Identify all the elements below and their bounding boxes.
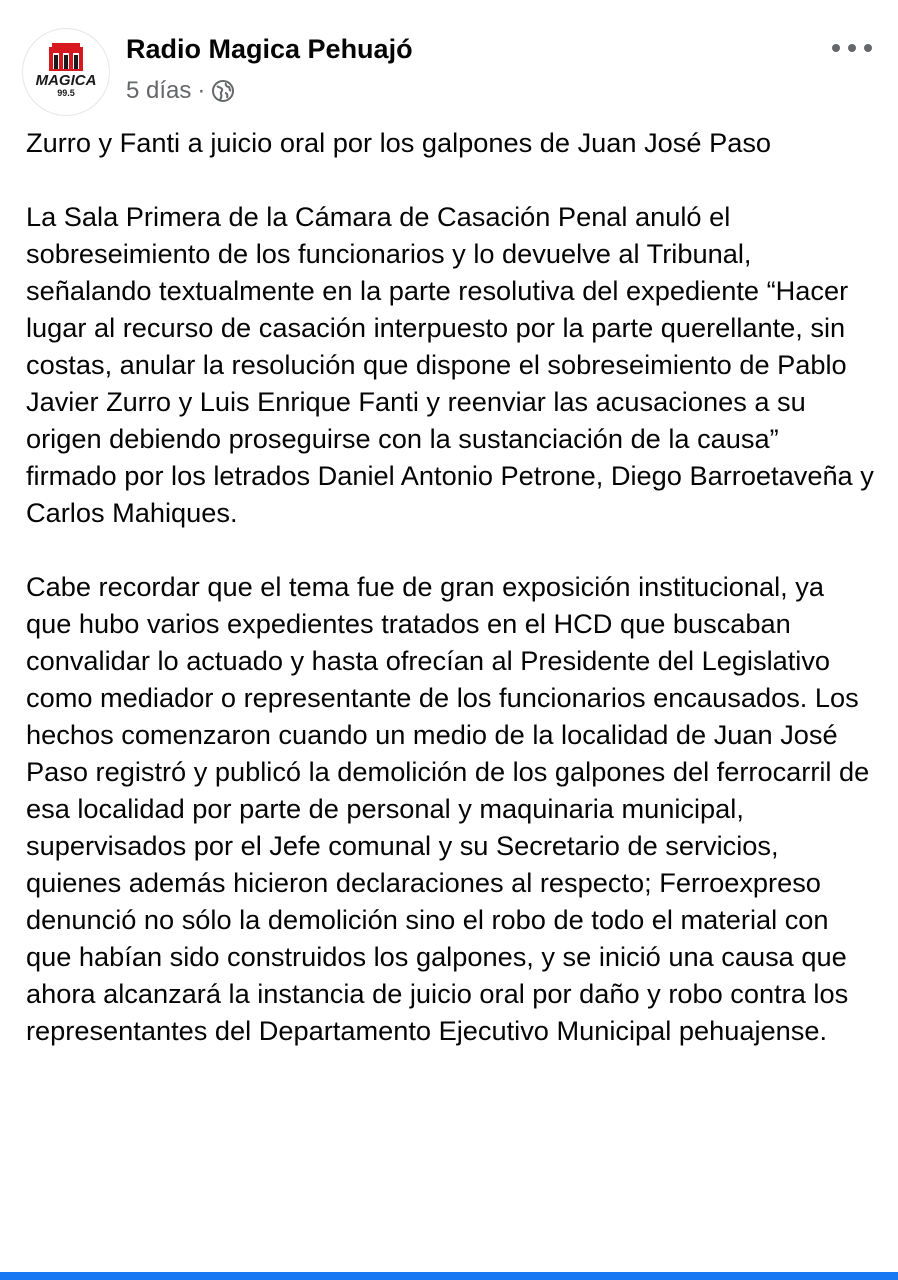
post-header <box>0 0 898 120</box>
logo-wordmark: MAGICA <box>35 72 97 89</box>
globe-icon[interactable] <box>211 79 235 103</box>
page-avatar[interactable] <box>22 28 110 116</box>
meta-separator: · <box>197 77 206 104</box>
logo-frequency: 99.5 <box>57 88 75 98</box>
post-title: Zurro y Fanti a juicio oral por los galpones de Juan José Paso <box>26 127 772 158</box>
post-paragraph-2: Cabe recordar que el tema fue de gran exposición institucional, ya que hubo varios expedientes tratados en el HCD que buscaban convalidar lo actuado y hasta ofrecían al Presidente del Legislativo como mediador o representante de los funcionarios encausados. Los hechos comenzaron cuando un medio de la localidad de Juan José Paso registró y publicó la demolición de los galpones del ferrocarril de esa localidad por parte de personal y maquinaria municipal, supervisados por el Jefe comunal y su Secretario de servicios, quienes además hicieron declaraciones al respecto; Ferroexpreso denunció no sólo la demolición sino el robo de todo el material con que habían sido construidos los galpones, y se inició una causa que ahora alcanzará la instancia de juicio oral por daño y robo contra los representantes del Departamento Ejecutivo Municipal pehuajense. <box>26 571 870 1046</box>
page-name[interactable]: Radio Magica Pehuajó <box>126 34 413 64</box>
more-options-button[interactable] <box>832 38 872 58</box>
post-timestamp[interactable]: 5 días <box>126 77 192 104</box>
ellipsis-icon <box>832 44 840 52</box>
post-text <box>26 124 876 1049</box>
post-meta <box>126 76 235 106</box>
radio-magica-logo <box>23 29 109 115</box>
bottom-accent-bar <box>0 1272 898 1280</box>
post-paragraph-1: La Sala Primera de la Cámara de Casación Penal anuló el sobreseimiento de los funcionarios y lo devuelve al Tribunal, señalando textualmente en la parte resolutiva del expediente “Hacer lugar al recurso de casación interpuesto por la parte querellante, sin costas, anular la resolución que dispone el sobreseimiento de Pablo Javier Zurro y Luis Enrique Fanti y reenviar las acusaciones a su origen debiendo proseguirse con la sustanciación de la causa” firmado por los letrados Daniel Antonio Petrone, Diego Barroetaveña y Carlos Mahiques. <box>26 201 874 528</box>
